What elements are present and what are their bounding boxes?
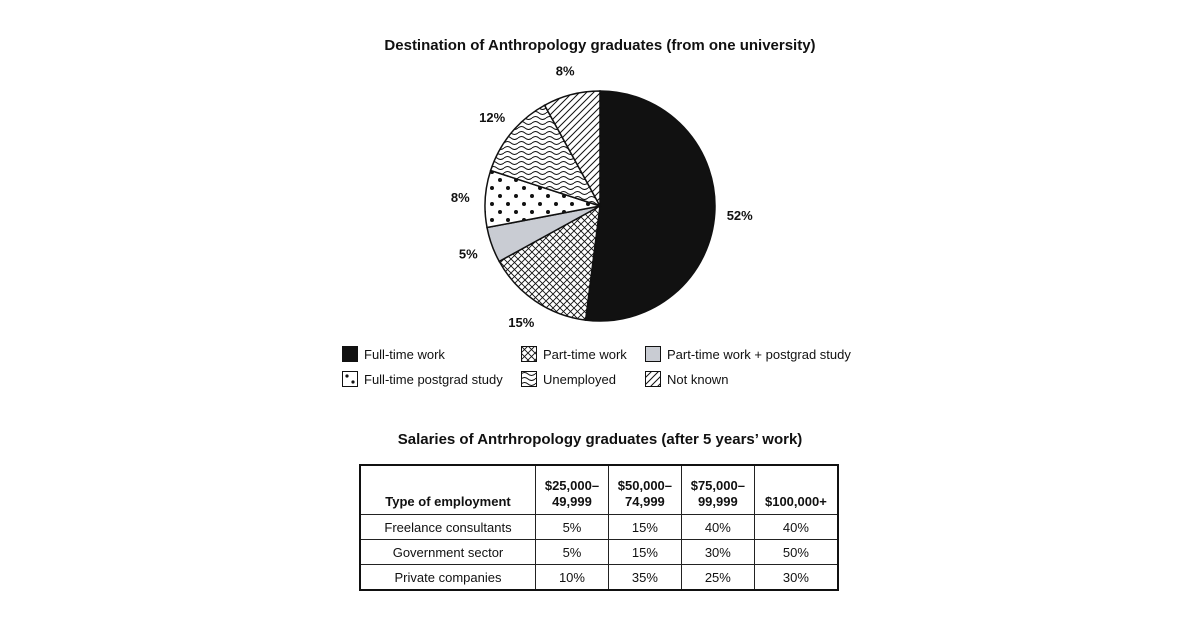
table-cell: 40% [754, 515, 838, 540]
table-title: Salaries of Antrhropology graduates (after 5 years’ work) [397, 431, 803, 448]
table-cell: Private companies [360, 565, 536, 591]
pie-slices [485, 91, 715, 321]
table-cell: 15% [608, 515, 681, 540]
legend-item-full-time-postgrad [342, 371, 503, 387]
legend-swatch-diagonal [645, 371, 661, 387]
table-cell: 25% [681, 565, 754, 591]
pie-chart-title: Destination of Anthropology graduates (from one university) [384, 37, 816, 54]
legend-label: Part-time work [543, 346, 627, 362]
legend-swatch-crosshatch [521, 346, 537, 362]
table-cell: Freelance consultants [360, 515, 536, 540]
salary-table [359, 464, 839, 591]
table-cell: 10% [536, 565, 609, 591]
pie-slice-label: 8% [555, 63, 575, 79]
table-header-cell: $100,000+ [754, 465, 838, 515]
header-line: $50,000– [617, 478, 673, 493]
table-cell: 30% [681, 540, 754, 565]
pie-slice-label: 52% [726, 207, 753, 223]
table-header-cell [536, 465, 609, 515]
table-cell: Government sector [360, 540, 536, 565]
pie-slice-label: 12% [479, 109, 506, 125]
table-cell: 5% [536, 515, 609, 540]
table-cell: 50% [754, 540, 838, 565]
legend-item-part-time-work [521, 346, 627, 362]
header-line: 74,999 [625, 494, 665, 509]
pie-slice-label: 5% [458, 246, 478, 262]
legend-label: Unemployed [543, 371, 616, 387]
table-row [360, 540, 838, 565]
legend-label: Not known [667, 371, 729, 387]
table-cell: 5% [536, 540, 609, 565]
pie-slice-label: 8% [450, 190, 470, 206]
legend-item-unemployed [521, 371, 616, 387]
table-header-cell: Type of employment [360, 465, 536, 515]
header-line: $25,000– [544, 478, 600, 493]
legend-item-part-time-work-postgrad [645, 346, 851, 362]
legend-item-not-known [645, 371, 728, 387]
table-header-row [360, 465, 838, 515]
pie-slice-label: 15% [508, 314, 535, 330]
header-line: 99,999 [697, 494, 738, 509]
table-cell: 15% [608, 540, 681, 565]
table-cell: 30% [754, 565, 838, 591]
table-header-cell [681, 465, 754, 515]
legend-swatch-wavy [521, 371, 537, 387]
table-row [360, 515, 838, 540]
legend-swatch-solid-black [342, 346, 358, 362]
legend-label: Full-time work [364, 346, 445, 362]
legend-label: Full-time postgrad study [364, 371, 503, 387]
table-cell: 40% [681, 515, 754, 540]
header-line: 49,999 [552, 494, 592, 509]
header-line: $75,000– [690, 478, 745, 493]
pie-slice-full-time-work [586, 91, 715, 321]
legend-label: Part-time work + postgrad study [667, 346, 851, 362]
legend-swatch-light-gray [645, 346, 661, 362]
table-row [360, 565, 838, 591]
table-header-cell [608, 465, 681, 515]
legend-item-full-time-work [342, 346, 445, 362]
table-cell: 35% [608, 565, 681, 591]
legend-swatch-dots [342, 371, 358, 387]
